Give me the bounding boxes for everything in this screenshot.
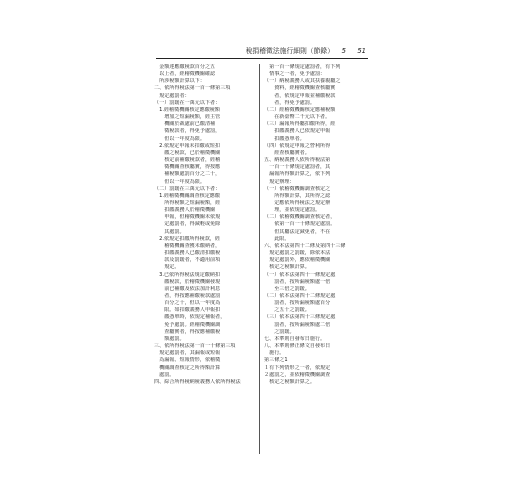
right-column-line: 核定之稅額計算之。 (264, 378, 315, 385)
right-column-line: 第三條之1 (264, 357, 288, 364)
left-column-line: 但以一年度為限。 (154, 135, 205, 142)
column-divider (259, 64, 260, 454)
left-column-line: 2.依規定扣繳所得稅款，經 (154, 235, 220, 242)
page-number: 51 (357, 47, 366, 55)
left-column-line: 所涉稅額計算以下： (154, 78, 205, 85)
right-column-line: 漏報所得額計算之，依下列 (264, 171, 331, 178)
right-column-line: （四）依規定申報之營利所得 (264, 142, 331, 149)
right-column-line: 六、依本法第四十二條及第四十三條 (264, 242, 346, 249)
left-column-line: 款及罰鍰者，不適用前項 (154, 257, 221, 264)
left-column-line: 者，得按應補繳稅款處罰 (154, 293, 221, 299)
right-column-line: 情事之一者，免予處罰： (264, 71, 326, 78)
left-column-line: 但以一年度為限。 (154, 178, 205, 185)
left-column-line: 規定。 (154, 264, 180, 271)
right-column-line: （二）依稽徵機關調查核定者， (264, 214, 336, 221)
left-column-line: 扣繳義務人於稽徵機關 (154, 207, 216, 214)
document-page (150, 44, 368, 462)
left-column-line: （一）罰鍰在一萬元以下者： (154, 99, 221, 106)
right-column-line: 所得額計算，其所得之認 (264, 192, 331, 199)
right-column-line: 第一百一條規定處罰者，有下列 (264, 64, 341, 70)
left-column-line: 機關於裁處前已繳清補 (154, 121, 216, 128)
right-column-line: 七、本準則自發布日施行。 (264, 335, 326, 342)
right-text-column (264, 64, 368, 456)
left-column-line: 定處罰者，得減輕或免除 (154, 221, 221, 228)
left-column-line: 扣繳義務人已繳清扣繳稅 (154, 250, 221, 257)
right-column-line: 罰者，按所漏稅額處一倍 (264, 278, 331, 285)
right-column-line: 扣繳憑單者。 (264, 135, 305, 142)
left-column-line: 前已補繳及依法加計利息 (154, 285, 221, 292)
left-column-line: 核定前補繳稅款者，經稽 (154, 157, 221, 164)
left-column-line: 稽徵機關查獲未繳納者， (154, 242, 221, 249)
right-column-line: 一百一十條規定處罰者，其 (264, 164, 331, 171)
left-column-line: 徵機關查核屬實，得按應 (154, 164, 221, 171)
right-column-line: 定應依所得稅法之規定辦 (264, 199, 331, 206)
right-column-line: 之罰鍰。 (264, 328, 295, 335)
right-column-line: 此限。 (264, 235, 290, 242)
left-column-line: 以上者，經稽徵機關確認 (154, 71, 216, 78)
left-column-line: 二、依所得稅法第一百一條第三項 (154, 85, 231, 92)
left-column-line: 繳憑單時，依規定補報者， (154, 314, 226, 321)
right-column-line: 至三倍之罰鍰。 (264, 285, 310, 292)
right-column-line: 但其屬法定減免者，不在 (264, 228, 331, 235)
left-column-line: 徵稅款者，得免予處罰， (154, 128, 221, 135)
left-column-line: 繳稅款，於稽徵機關發現 (154, 278, 221, 285)
left-column-line: 百分之十，但以一年度為 (154, 300, 221, 307)
left-column-line: 查屬實者，得按應補繳稅 (154, 328, 221, 335)
right-column-line: １有下列情形之一者，依規定 (264, 364, 331, 371)
right-column-line: 罰者，按所漏稅額處二倍 (264, 321, 331, 328)
page-header (156, 44, 368, 59)
left-column-line: 其處罰。 (154, 228, 185, 235)
left-column-line: 規定處罰者： (154, 92, 190, 99)
left-column-line: 機關調查核定之所得額計算 (154, 364, 221, 371)
left-column-line: 處罰。 (154, 371, 175, 378)
right-column-line: 扣繳義務人已依規定申報 (264, 128, 331, 135)
left-column-line: 所得稅額之短漏稅額，經 (154, 199, 221, 206)
right-column-line: 核定之稅額計算。 (264, 264, 310, 271)
right-column-line: 資料，經稽徵機關查核屬實 (264, 85, 336, 92)
right-column-line: 者，依規定申報並補繳稅款 (264, 92, 336, 99)
right-column-line: （一）依稽徵機關調查核定之 (264, 185, 331, 192)
right-column-line: 規定處罰之罰鍰，除依本法 (264, 250, 331, 257)
left-column-line: 補稅額處罰百分之二十， (154, 171, 221, 178)
right-column-line: 規定處罰外，應依稽徵機關 (264, 257, 331, 264)
right-column-line: 在新臺幣二千元以下者。 (264, 114, 331, 121)
right-column-line: （一）納稅義務人或其扶養親屬之 (264, 78, 341, 85)
left-column-line: 三、依所得稅法第一百一十條第三項 (154, 343, 236, 350)
left-column-line: （二）罰鍰在三萬元以下者： (154, 185, 221, 192)
right-column-line: 之五十之罰鍰。 (264, 307, 310, 314)
left-column-line: 為漏報、短報情形，依稽徵 (154, 357, 221, 364)
left-column-line: 申報，但稽徵機關未依規 (154, 214, 221, 221)
left-column-line: 額處罰。 (154, 335, 185, 342)
right-column-line: 罰者，按所漏稅額處百分 (264, 300, 331, 307)
left-column-line: 四、綜合所得稅納稅義務人依所得稅法 (154, 378, 241, 385)
left-column-line: 規定處罰者，其漏報或短報 (154, 350, 221, 357)
left-column-line: 1.經稽徵機關調查核定應繳 (154, 192, 220, 199)
right-column-line: 規定辦理： (264, 178, 295, 185)
right-column-line: （三）依本法第四十三條規定處 (264, 314, 336, 321)
right-column-line: （二）依本法第四十二條規定處 (264, 293, 336, 299)
right-column-line: （二）經稽徵機關核定應補稅額 (264, 106, 336, 113)
left-column-line: 限。如扣繳義務人申報扣 (154, 307, 221, 314)
right-column-line: 經查核屬實者。 (264, 149, 310, 156)
right-column-line: （一）依本法第四十一條規定處 (264, 271, 336, 278)
right-column-line: 五、納稅義務人依所得稅法第 (264, 157, 331, 164)
left-column-line: 1.經稽徵機關核定應繳稅額 (154, 106, 220, 113)
right-column-line: 施行。 (264, 350, 285, 357)
right-column-line: （三）漏報所得屬扣繳所得，經 (264, 121, 336, 128)
left-column-line: 增加之短漏稅額，經主管 (154, 114, 221, 121)
running-title: 稅捐稽徵法施行細則（節錄） (245, 47, 334, 55)
left-column-line: 3.已依所得稅法規定繳納扣 (154, 271, 220, 278)
left-column-line: 繳之稅款，已於稽徵機關 (154, 149, 221, 156)
right-column-line: 者，得免予處罰。 (264, 99, 315, 106)
left-column-line: 2.依規定申報未扣繳或短扣 (154, 142, 220, 149)
right-column-line: 理，並依規定處罰。 (264, 207, 321, 214)
right-column-line: ２處罰之，並依稽徵機關調查 (264, 371, 331, 378)
right-column-line: 依第一百一十條規定處罰。 (264, 221, 336, 228)
section-marker: 5 (341, 47, 346, 55)
left-column-line: 免予處罰。經稽徵機關調 (154, 321, 221, 328)
left-column-line: 金額達應繳稅款百分之五 (154, 64, 216, 70)
right-column-line: 八、本準則修正條文自發布日 (264, 343, 331, 350)
left-text-column (154, 64, 258, 456)
